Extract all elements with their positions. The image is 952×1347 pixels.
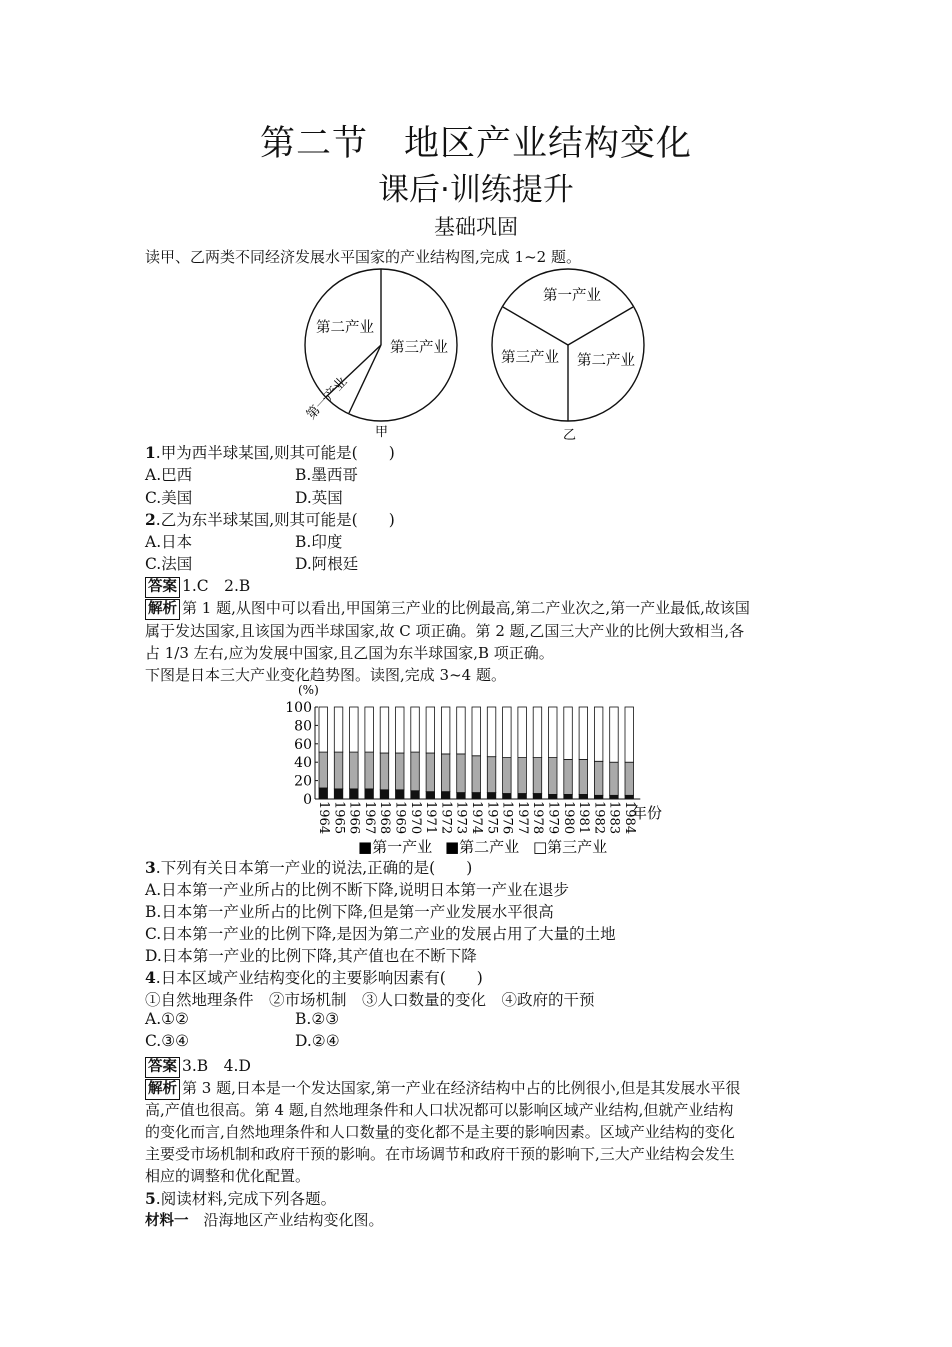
bar-primary bbox=[319, 788, 328, 799]
explanation-1-2 bbox=[145, 597, 750, 620]
answer-badge: 答案 bbox=[145, 577, 180, 598]
bar-tertiary bbox=[426, 707, 435, 753]
bar-primary bbox=[503, 793, 512, 799]
chart-xlabel: 年份 bbox=[632, 804, 663, 822]
bar-tertiary bbox=[579, 707, 588, 759]
x-tick-label: 1970 bbox=[407, 801, 423, 835]
y-tick-label: 80 bbox=[294, 718, 312, 735]
legend-item-tertiary: □第三产业 bbox=[533, 838, 608, 856]
page-title: 第二节 地区产业结构变化 bbox=[259, 124, 692, 164]
question-5 bbox=[145, 1187, 336, 1209]
x-tick-label: 1973 bbox=[453, 801, 469, 835]
answer-3-4 bbox=[145, 1054, 251, 1078]
pie-jia-label: 甲 bbox=[375, 425, 389, 440]
bar-secondary bbox=[334, 752, 343, 789]
pie-jia bbox=[303, 269, 457, 440]
bar-primary bbox=[594, 795, 603, 799]
explanation-line: 属于发达国家,且该国为西半球国家,故 C 项正确。第 2 题,乙国三大产业的比例大致相当,各 bbox=[145, 622, 745, 640]
pie-yi-label: 乙 bbox=[563, 428, 577, 443]
bar-primary bbox=[487, 793, 496, 799]
question-3-text: .下列有关日本第一产业的说法,正确的是( ) bbox=[155, 859, 473, 877]
bar-primary bbox=[350, 789, 359, 799]
pie-yi-divider bbox=[503, 307, 568, 345]
x-tick-label: 1971 bbox=[423, 801, 439, 835]
q1-option-b[interactable]: B.墨西哥 bbox=[295, 466, 358, 484]
bar-tertiary bbox=[518, 707, 527, 758]
bar-primary bbox=[549, 794, 558, 799]
pie-jia-seg-tertiary: 第三产业 bbox=[390, 340, 448, 356]
bar-tertiary bbox=[441, 707, 450, 754]
explanation-3-4 bbox=[145, 1077, 740, 1100]
question-1-text: .甲为西半球某国,则其可能是( ) bbox=[155, 444, 395, 462]
bar-secondary bbox=[396, 753, 405, 790]
bar-primary bbox=[610, 795, 619, 799]
bar-primary bbox=[411, 791, 420, 799]
bar-secondary bbox=[411, 752, 420, 791]
bar-secondary bbox=[457, 754, 466, 793]
x-tick-label: 1978 bbox=[530, 801, 546, 835]
bar-secondary bbox=[350, 752, 359, 789]
question-1-number: 1 bbox=[145, 443, 156, 462]
bar-primary bbox=[441, 792, 450, 799]
explanation-line: 主要受市场机制和政府干预的影响。在市场调节和政府干预的影响下,三大产业结构会发生 bbox=[145, 1145, 735, 1163]
bar-primary bbox=[365, 789, 374, 799]
y-tick-label: 40 bbox=[294, 755, 312, 772]
bar-tertiary bbox=[457, 707, 466, 754]
explanation-line: 的变化而言,自然地理条件和人口数量的变化都不是主要的影响因素。区域产业结构的变化 bbox=[145, 1123, 735, 1141]
bar-tertiary bbox=[549, 707, 558, 758]
x-tick-label: 1965 bbox=[331, 801, 347, 835]
chart-legend bbox=[358, 838, 607, 856]
explanation-line: 高,产值也很高。第 4 题,自然地理条件和人口状况都可以影响区域产业结构,但就产业结构 bbox=[145, 1101, 734, 1119]
q3-option-a[interactable]: A.日本第一产业所占的比例不断下降,说明日本第一产业在退步 bbox=[145, 881, 570, 899]
bar-tertiary bbox=[564, 707, 573, 759]
pie-jia-divider bbox=[349, 345, 381, 413]
pie-yi-seg-tertiary: 第三产业 bbox=[501, 350, 559, 366]
bar-primary bbox=[579, 794, 588, 799]
pie-jia-seg-secondary: 第二产业 bbox=[316, 320, 374, 336]
question-2-number: 2 bbox=[145, 510, 156, 529]
x-tick-label: 1980 bbox=[560, 801, 576, 835]
q4-option-a[interactable]: A.①② bbox=[145, 1010, 189, 1028]
q2-option-b[interactable]: B.印度 bbox=[295, 533, 343, 551]
bar-secondary bbox=[549, 758, 558, 795]
question-3-number: 3 bbox=[145, 858, 156, 877]
bar-tertiary bbox=[365, 707, 374, 752]
legend-item-secondary: ■第二产业 bbox=[445, 838, 520, 856]
bar-tertiary bbox=[487, 707, 496, 757]
x-tick-label: 1982 bbox=[591, 801, 607, 835]
bar-tertiary bbox=[334, 707, 343, 752]
question-4-number: 4 bbox=[145, 968, 156, 987]
explanation-badge: 解析 bbox=[145, 599, 180, 620]
x-tick-label: 1979 bbox=[545, 801, 561, 835]
answer-text: 3.B 4.D bbox=[182, 1057, 251, 1075]
bar-secondary bbox=[319, 752, 328, 788]
bar-primary bbox=[564, 794, 573, 799]
q3-option-d[interactable]: D.日本第一产业的比例下降,其产值也在不断下降 bbox=[145, 947, 477, 965]
question-2-text: .乙为东半球某国,则其可能是( ) bbox=[155, 511, 395, 529]
x-tick-label: 1981 bbox=[576, 801, 592, 835]
q2-option-c[interactable]: C.法国 bbox=[145, 555, 193, 573]
bar-tertiary bbox=[411, 707, 420, 752]
intro-text-1: 读甲、乙两类不同经济发展水平国家的产业结构图,完成 1~2 题。 bbox=[145, 248, 581, 266]
pie-figure bbox=[290, 266, 670, 446]
material-1-label: 材料一 bbox=[145, 1213, 189, 1229]
q3-option-b[interactable]: B.日本第一产业所占的比例下降,但是第一产业发展水平很高 bbox=[145, 903, 554, 921]
answer-badge: 答案 bbox=[145, 1057, 180, 1078]
bar-primary bbox=[472, 793, 481, 799]
q2-option-d[interactable]: D.阿根廷 bbox=[295, 555, 359, 573]
intro-text-2: 下图是日本三大产业变化趋势图。读图,完成 3~4 题。 bbox=[145, 666, 506, 684]
x-tick-label: 1969 bbox=[392, 801, 408, 835]
q4-option-d[interactable]: D.②④ bbox=[295, 1032, 340, 1050]
question-4-text: .日本区域产业结构变化的主要影响因素有( ) bbox=[155, 969, 483, 987]
x-tick-label: 1968 bbox=[377, 801, 393, 835]
bar-secondary bbox=[579, 759, 588, 794]
bar-primary bbox=[426, 792, 435, 799]
explanation-line: 相应的调整和优化配置。 bbox=[145, 1167, 311, 1185]
y-tick-label: 20 bbox=[294, 773, 312, 790]
bar-tertiary bbox=[380, 707, 389, 753]
x-tick-label: 1967 bbox=[361, 801, 377, 835]
explanation-line: 占 1/3 左右,应为发展中国家,且乙国为东半球国家,B 项正确。 bbox=[145, 644, 554, 662]
q1-option-d[interactable]: D.英国 bbox=[295, 489, 343, 507]
bar-tertiary bbox=[503, 707, 512, 758]
q4-option-b[interactable]: B.②③ bbox=[295, 1010, 340, 1028]
q4-factors: ①自然地理条件 ②市场机制 ③人口数量的变化 ④政府的干预 bbox=[145, 991, 595, 1009]
bar-primary bbox=[457, 793, 466, 799]
bar-secondary bbox=[533, 758, 542, 794]
x-tick-label: 1976 bbox=[499, 801, 515, 835]
q1-option-a[interactable]: A.巴西 bbox=[145, 466, 193, 484]
x-tick-label: 1974 bbox=[469, 801, 484, 835]
bar-tertiary bbox=[319, 707, 328, 752]
bar-primary bbox=[396, 790, 405, 799]
bar-primary bbox=[518, 793, 527, 799]
bar-secondary bbox=[594, 761, 603, 795]
question-5-number: 5 bbox=[145, 1189, 156, 1208]
bar-primary bbox=[625, 795, 634, 799]
pie-yi-seg-secondary: 第二产业 bbox=[577, 353, 635, 369]
bar-secondary bbox=[503, 758, 512, 794]
bar-secondary bbox=[625, 762, 634, 795]
bar-secondary bbox=[610, 762, 619, 795]
bar-secondary bbox=[441, 754, 450, 792]
page-subtitle: 课后·训练提升 bbox=[378, 172, 574, 208]
bar-primary bbox=[533, 793, 542, 799]
bar-tertiary bbox=[594, 707, 603, 761]
bar-secondary bbox=[472, 756, 481, 793]
bar-primary bbox=[334, 789, 343, 799]
x-tick-label: 1972 bbox=[438, 801, 454, 835]
explanation-line: 第 3 题,日本是一个发达国家,第一产业在经济结构中占的比例很小,但是其发展水平很 bbox=[182, 1079, 741, 1097]
bar-chart bbox=[270, 680, 690, 860]
bar-secondary bbox=[426, 753, 435, 792]
bar-secondary bbox=[518, 758, 527, 794]
x-tick-label: 1975 bbox=[484, 801, 500, 835]
bar-tertiary bbox=[350, 707, 359, 752]
explanation-badge: 解析 bbox=[145, 1079, 180, 1100]
bar-secondary bbox=[365, 752, 374, 789]
question-3 bbox=[145, 856, 472, 878]
explanation-line: 第 1 题,从图中可以看出,甲国第三产业的比例最高,第二产业次之,第一产业最低,故该国 bbox=[182, 599, 750, 617]
q4-option-c[interactable]: C.③④ bbox=[145, 1032, 190, 1050]
q2-option-a[interactable]: A.日本 bbox=[145, 533, 193, 551]
x-tick-label: 1977 bbox=[514, 801, 530, 835]
x-tick-label: 1966 bbox=[346, 801, 362, 835]
answer-text: 1.C 2.B bbox=[182, 577, 251, 595]
pie-yi-divider bbox=[568, 307, 633, 345]
bar-primary bbox=[380, 790, 389, 799]
question-5-text: .阅读材料,完成下列各题。 bbox=[155, 1190, 337, 1208]
bar-secondary bbox=[564, 759, 573, 794]
y-tick-label: 100 bbox=[285, 700, 312, 716]
bar-tertiary bbox=[533, 707, 542, 758]
bar-secondary bbox=[487, 757, 496, 793]
question-2 bbox=[145, 508, 395, 530]
bar-tertiary bbox=[396, 707, 405, 753]
chart-ylabel: (%) bbox=[298, 683, 319, 697]
material-1 bbox=[145, 1209, 384, 1232]
material-1-text: 沿海地区产业结构变化图。 bbox=[188, 1211, 384, 1229]
bar-tertiary bbox=[472, 707, 481, 756]
y-tick-label: 60 bbox=[294, 736, 312, 753]
legend-item-primary: ■第一产业 bbox=[358, 838, 433, 856]
section-heading: 基础巩固 bbox=[434, 215, 518, 239]
x-tick-label: 1984 bbox=[622, 801, 637, 835]
answer-1-2 bbox=[145, 574, 250, 598]
question-1 bbox=[145, 441, 395, 463]
y-tick-label: 0 bbox=[303, 792, 312, 808]
bar-tertiary bbox=[625, 707, 634, 762]
q3-option-c[interactable]: C.日本第一产业的比例下降,是因为第二产业的发展占用了大量的土地 bbox=[145, 925, 616, 943]
bar-tertiary bbox=[610, 707, 619, 762]
x-tick-label: 1983 bbox=[606, 801, 622, 835]
x-tick-label: 1964 bbox=[316, 801, 331, 835]
q1-option-c[interactable]: C.美国 bbox=[145, 489, 193, 507]
pie-yi-seg-primary: 第一产业 bbox=[543, 288, 601, 304]
pie-jia-seg-primary: 第一产业 bbox=[303, 374, 351, 423]
bar-secondary bbox=[380, 753, 389, 790]
pie-yi bbox=[492, 269, 644, 443]
question-4 bbox=[145, 966, 483, 988]
